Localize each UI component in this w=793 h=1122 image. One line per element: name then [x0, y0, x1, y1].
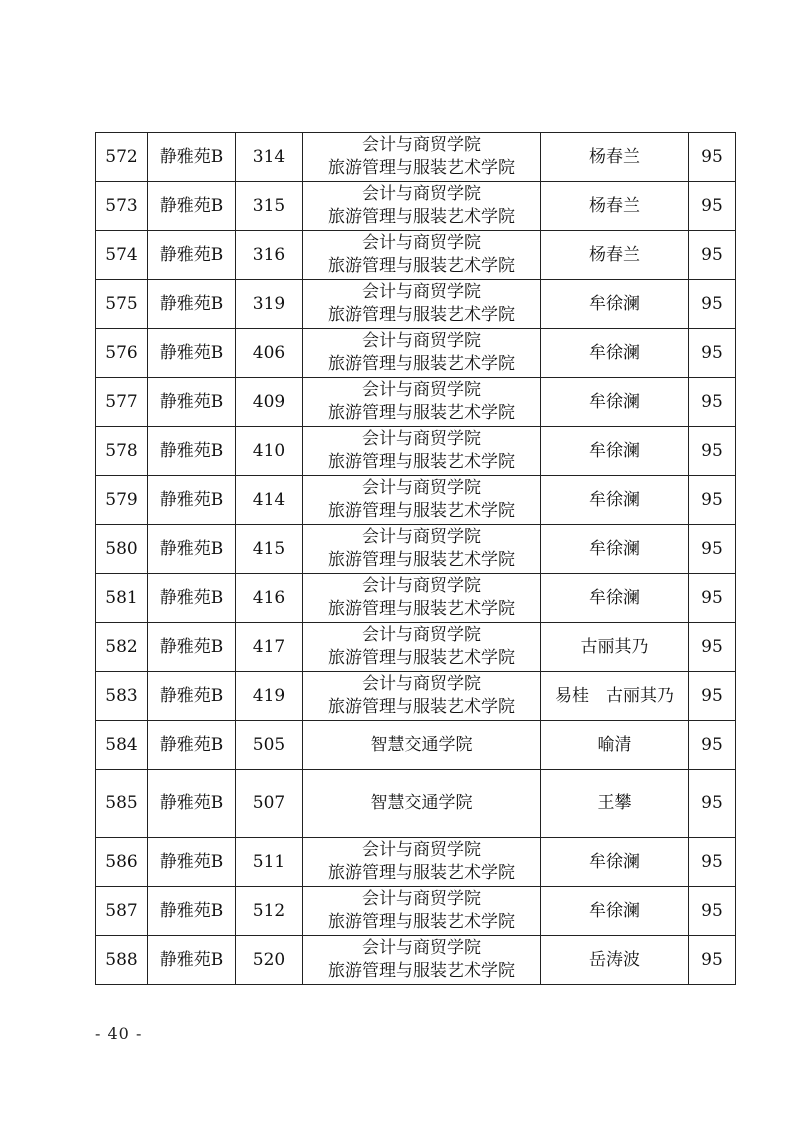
table-row [96, 476, 736, 525]
person-cell: 岳涛波 [541, 936, 689, 985]
college-cell [303, 231, 541, 280]
row-number: 579 [96, 476, 148, 525]
score-cell: 95 [689, 721, 736, 770]
building-cell: 静雅苑B [148, 231, 236, 280]
person-cell: 王攀 [541, 770, 689, 838]
score-cell: 95 [689, 623, 736, 672]
table-row [96, 329, 736, 378]
college-cell [303, 672, 541, 721]
college-line-1: 智慧交通学院 [370, 793, 473, 813]
row-number: 576 [96, 329, 148, 378]
row-number: 580 [96, 525, 148, 574]
college-cell [303, 182, 541, 231]
score-cell: 95 [689, 936, 736, 985]
person-cell: 牟徐澜 [541, 329, 689, 378]
room-cell: 314 [236, 133, 303, 182]
person-cell: 牟徐澜 [541, 476, 689, 525]
college-cell [303, 623, 541, 672]
college-line-1: 智慧交通学院 [370, 734, 473, 755]
dorm-score-table [95, 132, 736, 985]
table-body [96, 133, 736, 985]
table-row [96, 770, 736, 838]
building-cell: 静雅苑B [148, 770, 236, 838]
table-row [96, 378, 736, 427]
row-number: 582 [96, 623, 148, 672]
college-cell [303, 378, 541, 427]
score-cell: 95 [689, 770, 736, 838]
building-cell: 静雅苑B [148, 427, 236, 476]
page-number: - 40 - [95, 1024, 143, 1043]
room-cell: 512 [236, 887, 303, 936]
college-cell [303, 427, 541, 476]
college-cell [303, 574, 541, 623]
room-cell: 315 [236, 182, 303, 231]
table-row [96, 133, 736, 182]
table-row [96, 887, 736, 936]
row-number: 584 [96, 721, 148, 770]
room-cell: 511 [236, 838, 303, 887]
building-cell: 静雅苑B [148, 672, 236, 721]
college-line-2: 旅游管理与服装艺术学院 [328, 648, 515, 668]
score-cell: 95 [689, 231, 736, 280]
row-number: 573 [96, 182, 148, 231]
score-cell: 95 [689, 182, 736, 231]
building-cell: 静雅苑B [148, 378, 236, 427]
row-number: 572 [96, 133, 148, 182]
room-cell: 417 [236, 623, 303, 672]
table-row [96, 280, 736, 329]
college-line-1: 会计与商贸学院 [362, 840, 481, 860]
room-cell: 520 [236, 936, 303, 985]
college-line-1: 会计与商贸学院 [362, 184, 481, 204]
score-cell: 95 [689, 525, 736, 574]
college-cell [303, 525, 541, 574]
score-cell: 95 [689, 378, 736, 427]
room-cell: 409 [236, 378, 303, 427]
table-row [96, 672, 736, 721]
college-line-2: 旅游管理与服装艺术学院 [328, 599, 515, 619]
college-cell [303, 133, 541, 182]
building-cell: 静雅苑B [148, 574, 236, 623]
building-cell: 静雅苑B [148, 623, 236, 672]
college-line-2: 旅游管理与服装艺术学院 [328, 403, 515, 423]
room-cell: 316 [236, 231, 303, 280]
college-line-2: 旅游管理与服装艺术学院 [328, 354, 515, 374]
building-cell: 静雅苑B [148, 182, 236, 231]
college-line-2: 旅游管理与服装艺术学院 [328, 452, 515, 472]
building-cell: 静雅苑B [148, 838, 236, 887]
college-cell [303, 936, 541, 985]
person-cell: 易桂 古丽其乃 [541, 672, 689, 721]
table-row [96, 623, 736, 672]
person-cell: 牟徐澜 [541, 838, 689, 887]
college-line-1: 会计与商贸学院 [362, 380, 481, 400]
score-cell: 95 [689, 133, 736, 182]
row-number: 577 [96, 378, 148, 427]
row-number: 588 [96, 936, 148, 985]
table-row [96, 427, 736, 476]
college-line-1: 会计与商贸学院 [362, 527, 481, 547]
building-cell: 静雅苑B [148, 280, 236, 329]
building-cell: 静雅苑B [148, 887, 236, 936]
college-line-1: 会计与商贸学院 [362, 889, 481, 909]
person-cell: 牟徐澜 [541, 525, 689, 574]
college-line-1: 会计与商贸学院 [362, 625, 481, 645]
building-cell: 静雅苑B [148, 329, 236, 378]
college-line-1: 会计与商贸学院 [362, 938, 481, 958]
room-cell: 319 [236, 280, 303, 329]
table-row [96, 936, 736, 985]
college-line-1: 会计与商贸学院 [362, 478, 481, 498]
college-line-2: 旅游管理与服装艺术学院 [328, 207, 515, 227]
room-cell: 419 [236, 672, 303, 721]
row-number: 587 [96, 887, 148, 936]
building-cell: 静雅苑B [148, 133, 236, 182]
college-line-2: 旅游管理与服装艺术学院 [328, 912, 515, 932]
score-cell: 95 [689, 672, 736, 721]
person-cell: 牟徐澜 [541, 887, 689, 936]
building-cell: 静雅苑B [148, 525, 236, 574]
score-cell: 95 [689, 329, 736, 378]
score-cell: 95 [689, 476, 736, 525]
college-line-2: 旅游管理与服装艺术学院 [328, 550, 515, 570]
college-line-1: 会计与商贸学院 [362, 576, 481, 596]
college-cell [303, 721, 541, 770]
table-row [96, 231, 736, 280]
score-cell: 95 [689, 574, 736, 623]
college-cell [303, 280, 541, 329]
table-row [96, 525, 736, 574]
college-line-1: 会计与商贸学院 [362, 233, 481, 253]
row-number: 581 [96, 574, 148, 623]
room-cell: 416 [236, 574, 303, 623]
college-line-1: 会计与商贸学院 [362, 429, 481, 449]
row-number: 575 [96, 280, 148, 329]
room-cell: 406 [236, 329, 303, 378]
row-number: 574 [96, 231, 148, 280]
person-cell: 古丽其乃 [541, 623, 689, 672]
college-cell [303, 329, 541, 378]
row-number: 586 [96, 838, 148, 887]
college-line-1: 会计与商贸学院 [362, 674, 481, 694]
room-cell: 414 [236, 476, 303, 525]
college-cell [303, 476, 541, 525]
college-line-1: 会计与商贸学院 [362, 282, 481, 302]
building-cell: 静雅苑B [148, 721, 236, 770]
college-cell [303, 838, 541, 887]
room-cell: 505 [236, 721, 303, 770]
person-cell: 牟徐澜 [541, 574, 689, 623]
person-cell: 杨春兰 [541, 231, 689, 280]
college-line-2: 旅游管理与服装艺术学院 [328, 863, 515, 883]
score-cell: 95 [689, 838, 736, 887]
college-cell [303, 770, 541, 838]
score-cell: 95 [689, 427, 736, 476]
college-line-2: 旅游管理与服装艺术学院 [328, 256, 515, 276]
college-line-1: 会计与商贸学院 [362, 331, 481, 351]
college-line-2: 旅游管理与服装艺术学院 [328, 158, 515, 178]
table-row [96, 721, 736, 770]
person-cell: 喻清 [541, 721, 689, 770]
table-row [96, 182, 736, 231]
score-cell: 95 [689, 887, 736, 936]
table-row [96, 574, 736, 623]
person-cell: 杨春兰 [541, 182, 689, 231]
college-cell [303, 887, 541, 936]
score-cell: 95 [689, 280, 736, 329]
college-line-1: 会计与商贸学院 [362, 135, 481, 155]
person-cell: 牟徐澜 [541, 427, 689, 476]
college-line-2: 旅游管理与服装艺术学院 [328, 501, 515, 521]
person-cell: 杨春兰 [541, 133, 689, 182]
building-cell: 静雅苑B [148, 476, 236, 525]
table-row [96, 838, 736, 887]
row-number: 585 [96, 770, 148, 838]
college-line-2: 旅游管理与服装艺术学院 [328, 305, 515, 325]
row-number: 578 [96, 427, 148, 476]
college-line-2: 旅游管理与服装艺术学院 [328, 961, 515, 981]
room-cell: 507 [236, 770, 303, 838]
room-cell: 410 [236, 427, 303, 476]
person-cell: 牟徐澜 [541, 378, 689, 427]
college-line-2: 旅游管理与服装艺术学院 [328, 697, 515, 717]
person-cell: 牟徐澜 [541, 280, 689, 329]
building-cell: 静雅苑B [148, 936, 236, 985]
room-cell: 415 [236, 525, 303, 574]
row-number: 583 [96, 672, 148, 721]
